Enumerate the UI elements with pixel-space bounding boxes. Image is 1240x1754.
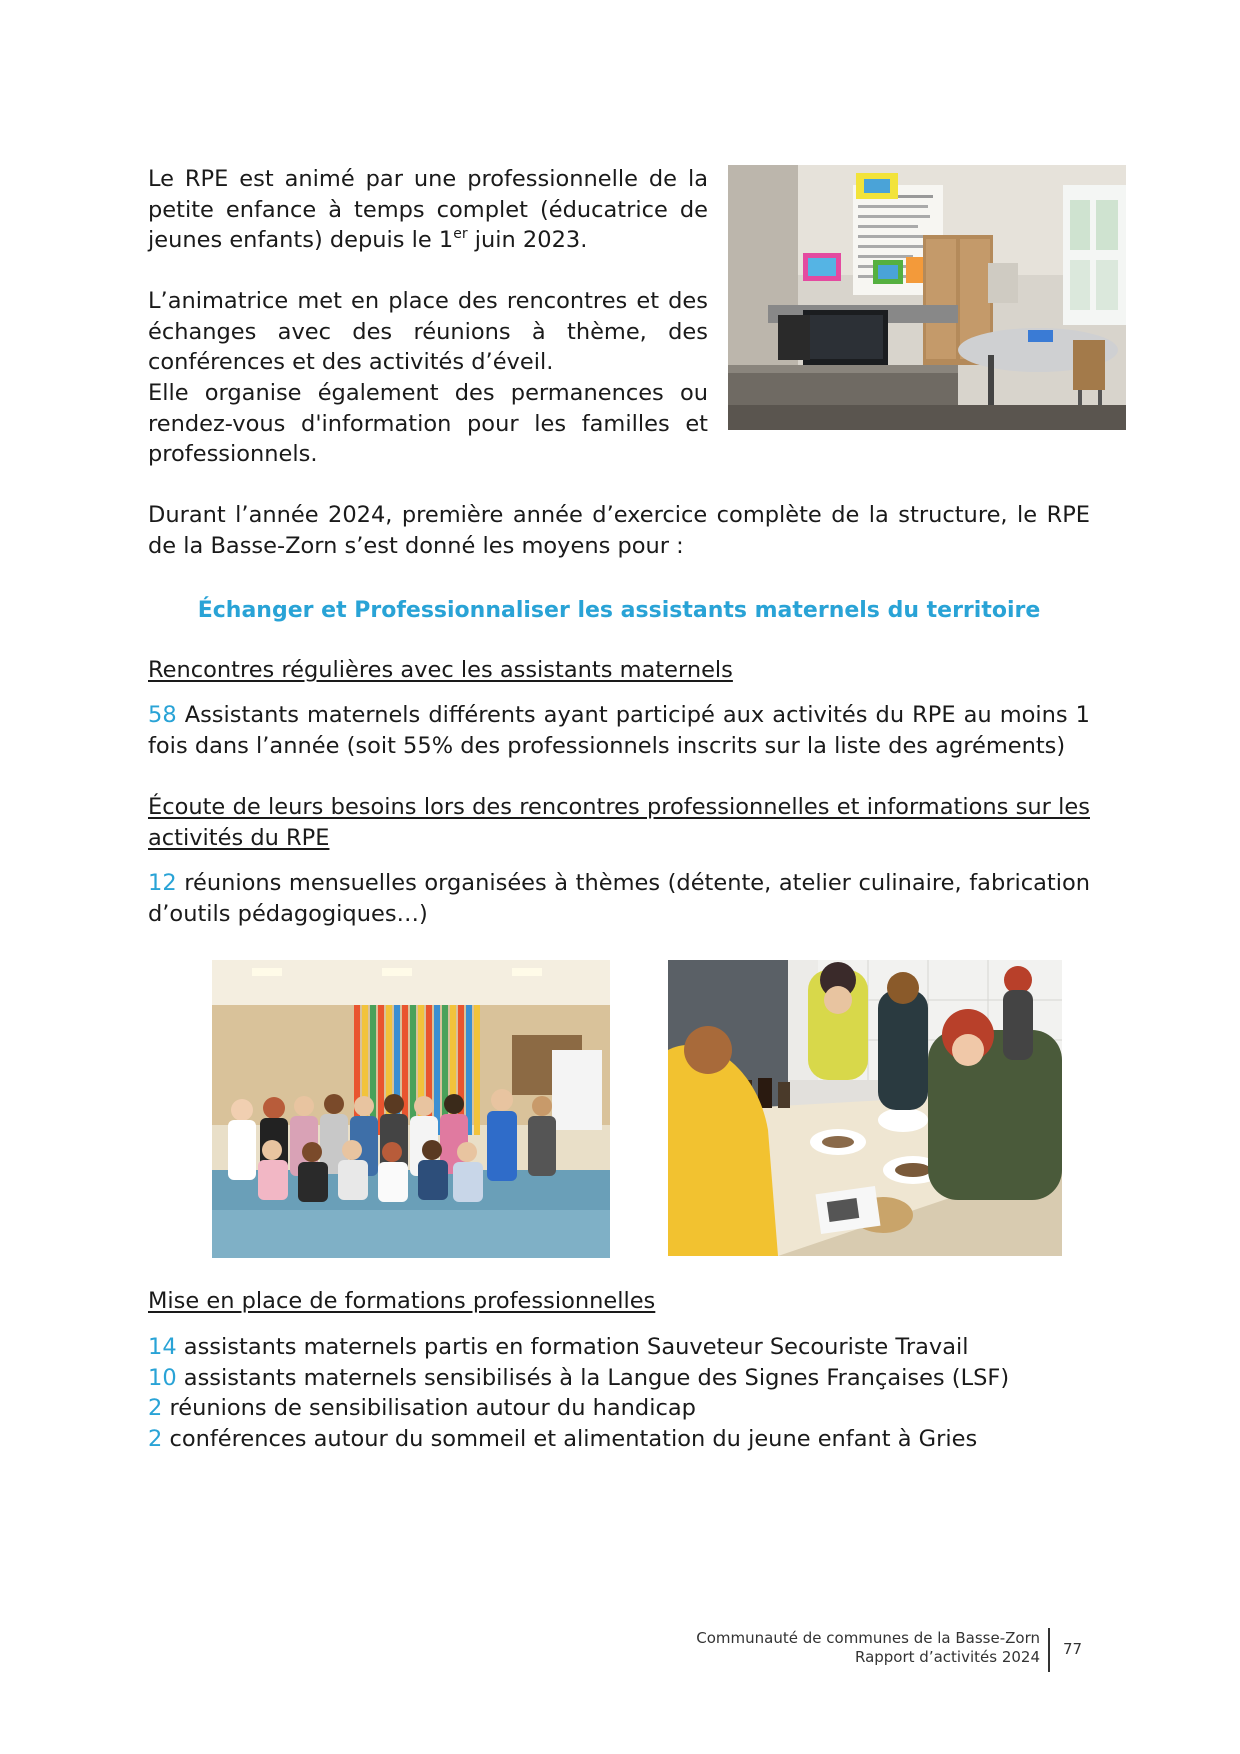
section-title: Échanger et Professionnaliser les assistants maternels du territoire bbox=[197, 598, 1041, 623]
count-58: 58 bbox=[148, 702, 177, 728]
intro-text-a: Le RPE est animé par une professionnelle de la petite enfance à temps complet (éducatrice de jeunes enfants) depuis le 1 bbox=[148, 166, 708, 253]
intro-text-b: juin 2023. bbox=[467, 227, 588, 253]
list-item-text: conférences autour du sommeil et alimentation du jeune enfant à Gries bbox=[162, 1425, 978, 1452]
list-item-text: assistants maternels partis en formation Sauveteur Secouriste Travail bbox=[176, 1334, 969, 1360]
count-12: 12 bbox=[148, 870, 177, 896]
list-item bbox=[148, 1363, 1090, 1394]
footer-line-1: Communauté de communes de la Basse-Zorn bbox=[696, 1629, 1040, 1647]
footer-divider bbox=[1048, 1628, 1050, 1672]
count-10: 10 bbox=[148, 1364, 177, 1391]
office-photo bbox=[728, 165, 1126, 430]
superscript: er bbox=[453, 226, 468, 242]
heading-ecoute: Écoute de leurs besoins lors des rencontres professionnelles et informations sur les activités du RPE bbox=[148, 794, 1090, 851]
footer-organization bbox=[696, 1629, 1040, 1667]
intro-paragraph-3: Elle organise également des permanences ou rendez-vous d'information pour les familles et professionnels. bbox=[148, 380, 708, 467]
block1-text: Assistants maternels différents ayant participé aux activités du RPE au moins 1 fois dans l’année (soit 55% des professionnels inscrits sur la liste des agréments) bbox=[148, 702, 1090, 759]
list-item bbox=[148, 1424, 1090, 1455]
group-photo bbox=[212, 960, 610, 1258]
heading-formations: Mise en place de formations professionnelles bbox=[148, 1288, 656, 1314]
cooking-workshop-photo bbox=[668, 960, 1062, 1256]
intro-paragraph-1 bbox=[148, 164, 708, 256]
block2-text: réunions mensuelles organisées à thèmes (détente, atelier culinaire, fabrication d’outils pédagogiques…) bbox=[148, 870, 1090, 927]
footer-line-2: Rapport d’activités 2024 bbox=[854, 1648, 1040, 1666]
cooking-workshop-image bbox=[668, 960, 1062, 1256]
heading-rencontres: Rencontres régulières avec les assistants maternels bbox=[148, 657, 733, 683]
formations-list bbox=[148, 1332, 1090, 1454]
block2-paragraph bbox=[148, 868, 1090, 929]
intro-paragraph-2: L’animatrice met en place des rencontres et des échanges avec des réunions à thème, des conférences et des activités d’éveil. bbox=[148, 288, 708, 375]
list-item-text: réunions de sensibilisation autour du handicap bbox=[162, 1395, 696, 1421]
count-2b: 2 bbox=[148, 1425, 163, 1452]
list-item bbox=[148, 1332, 1090, 1363]
group-photo-image bbox=[212, 960, 610, 1258]
count-2a: 2 bbox=[148, 1395, 163, 1421]
year-paragraph: Durant l’année 2024, première année d’exercice complète de la structure, le RPE de la Basse-Zorn s’est donné les moyens pour : bbox=[148, 502, 1090, 559]
block1-paragraph bbox=[148, 700, 1090, 761]
count-14: 14 bbox=[148, 1334, 177, 1360]
page-number: 77 bbox=[1063, 1640, 1083, 1658]
office-photo-image bbox=[728, 165, 1126, 430]
list-item bbox=[148, 1393, 1090, 1424]
list-item-text: assistants maternels sensibilisés à la Langue des Signes Françaises (LSF) bbox=[176, 1364, 1010, 1391]
